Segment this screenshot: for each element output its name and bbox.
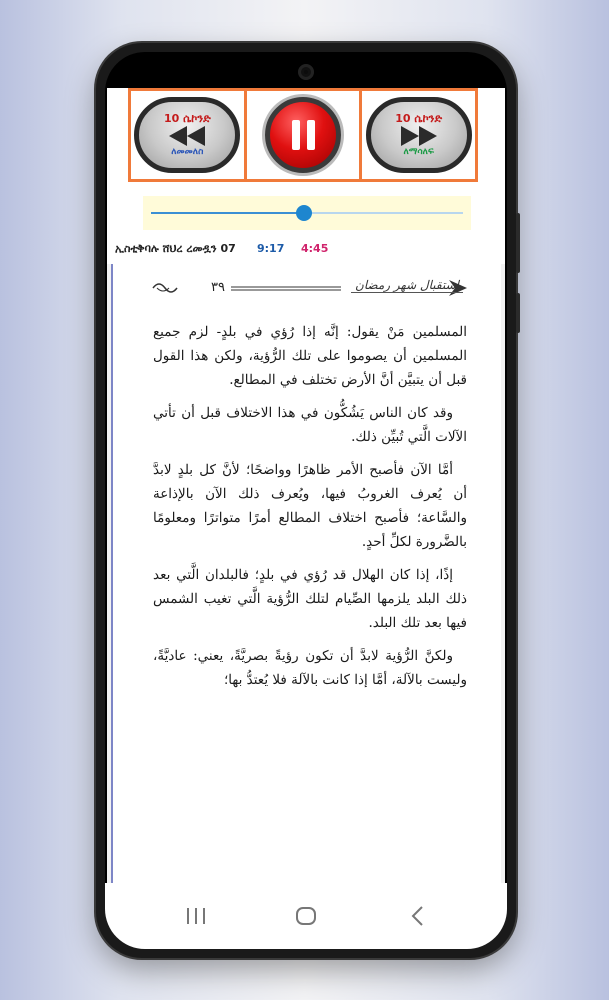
forward-10s-button[interactable] — [366, 97, 472, 173]
fast-forward-icon — [399, 126, 439, 146]
page-header — [113, 264, 501, 308]
seek-thumb[interactable] — [296, 205, 312, 221]
rewind-label-bottom: ለመመለስ — [171, 146, 204, 157]
forward-label-top: 10 ሴኮንድ — [395, 111, 443, 125]
front-camera — [298, 64, 314, 80]
power-button — [516, 293, 520, 333]
app-content — [107, 88, 505, 883]
android-nav-bar — [105, 883, 507, 949]
back-icon — [410, 905, 426, 927]
seek-bar[interactable] — [143, 196, 471, 230]
rewind-label-top: 10 ሴኮንድ — [163, 111, 211, 125]
forward-label-bottom: ለማሳለፍ — [403, 146, 434, 157]
pause-button[interactable] — [265, 97, 341, 173]
paragraph: إذًا، إذا كان الهلال قد رُؤي في بلدٍ؛ فالبلدان الَّتي بعد ذلك البلد يلزمها الصِّيام لتلك الرُّؤية الَّتي تغيب الشمس فيها بعد تلك البلد. — [153, 567, 467, 631]
home-button[interactable] — [291, 901, 321, 931]
paragraph: وقد كان الناس يَشُكُّون في هذا الاختلاف قبل أن تأتي الآلات الَّتي تُبيِّن ذلك. — [153, 405, 467, 445]
elapsed-time: 9:17 — [257, 242, 285, 255]
volume-button — [516, 213, 520, 273]
total-time: 4:45 — [301, 242, 329, 255]
home-icon — [295, 905, 317, 927]
back-button[interactable] — [403, 901, 433, 931]
pause-box — [244, 88, 363, 182]
seek-progress — [151, 212, 304, 214]
rewind-10s-button[interactable] — [134, 97, 240, 173]
book-reader[interactable] — [107, 264, 505, 883]
book-page — [111, 264, 501, 883]
paragraph: ولكنَّ الرُّؤية لابدَّ أن تكون رؤيةً بصريَّةً، يعني: عاديَّةً، وليست بالآلة، أمَّا إذا كانت بالآلة فلا يُعتدُّ بها؛ — [153, 648, 467, 688]
rewind-icon — [167, 126, 207, 146]
paragraph: أمَّا الآن فأصبح الأمر ظاهرًا وواضحًا؛ لأنَّ كل بلدٍ لابدَّ أن يُعرف الغروبُ فيها، ويُعرف ذلك الآن بالإذاعة والسَّاعة؛ فأصبح اختلاف المطالع أمرًا متواترًا ومعلومًا بالضَّرورة لكلِّ أحدٍ. — [153, 462, 467, 550]
pause-icon — [292, 120, 300, 150]
page-number: ٣٩ — [211, 280, 225, 295]
player-controls — [128, 88, 478, 186]
page-header-title: استقبال شهر رمضان — [351, 278, 463, 293]
recents-icon — [185, 907, 207, 925]
pause-icon-bar — [307, 120, 315, 150]
paragraph: المسلمين مَنْ يقول: إنَّه إذا رُؤي في بلدٍ- لزم جميع المسلمين أن يصوموا على تلك الرُّؤية، ولكن هذا القول قبل أن يتبيَّن أنَّ الأرض تختلف في المطالع. — [153, 324, 467, 388]
track-info — [115, 240, 505, 260]
track-title: ኢስቲቅባሉ ሸህረ ረመዷን 07 — [115, 242, 236, 255]
rewind-box — [128, 88, 247, 182]
forward-box — [359, 88, 478, 182]
recents-button[interactable] — [181, 901, 211, 931]
page-text — [153, 320, 467, 701]
phone-screen — [105, 52, 507, 949]
